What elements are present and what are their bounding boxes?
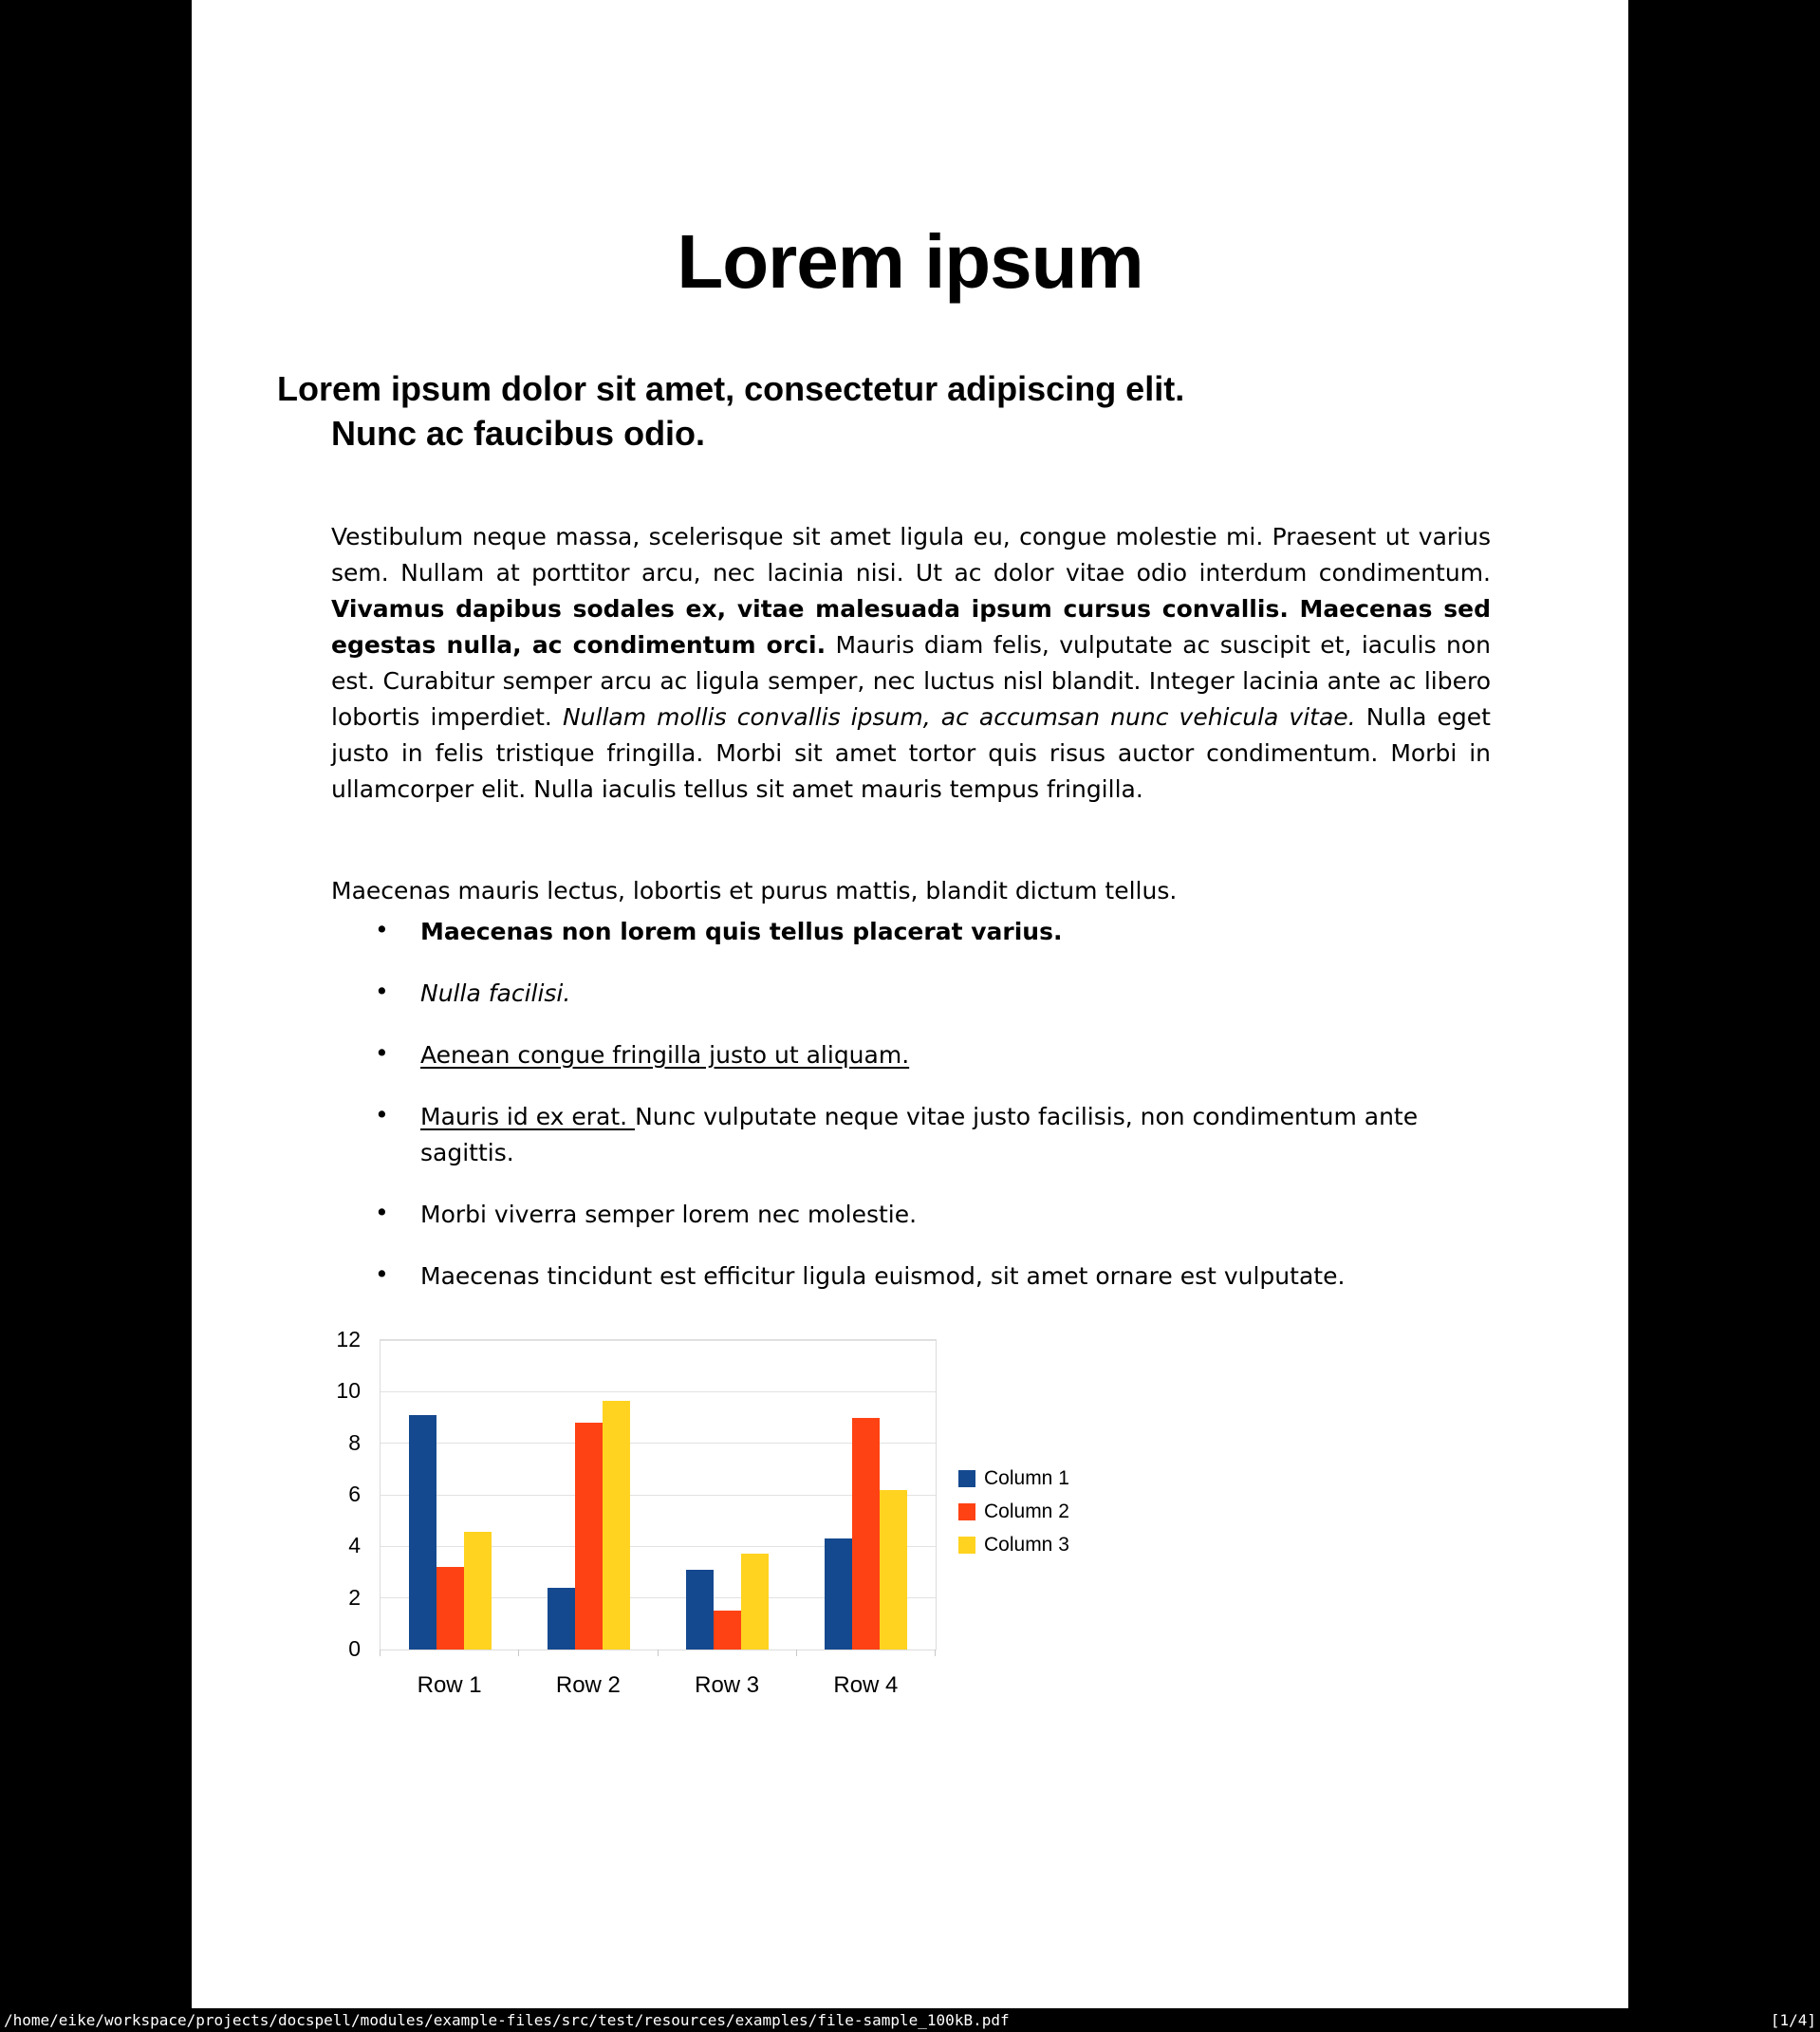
bullet-marker: • [375,1199,389,1226]
statusbar-page-indicator: [1/4] [1770,2011,1816,2029]
statusbar [0,2008,1820,2032]
legend-swatch-icon [958,1537,975,1554]
section-heading-line1: Lorem ipsum dolor sit amet, consectetur adipiscing elit. [277,368,1185,408]
paragraph-text: Nulla eget justo in felis tristique fringilla. Morbi sit amet tortor quis risus auctor condimentum. Morbi in ullamcorper elit. Nulla iaculis tellus sit amet mauris tempus fringilla. [331,703,1491,803]
list-item [331,976,1491,1012]
list-item-text: Morbi viverra semper lorem nec molestie. [420,1201,918,1228]
chart-x-tick-label: Row 4 [833,1672,899,1698]
bullet-marker: • [375,1260,389,1288]
document-title: Lorem ipsum [677,218,1143,304]
bar-column-1-row-1 [409,1415,436,1650]
bar-column-3-row-1 [464,1532,492,1650]
bar-column-3-row-3 [741,1554,769,1650]
paragraph-text: Mauris diam felis, vulputate ac suscipit et, iaculis non est. Curabitur semper arcu ac ligula semper, nec luctus nisl blandit. Integer lacinia ante ac libero lobortis imperdiet. [331,631,1491,731]
bar-column-1-row-2 [548,1588,575,1650]
bar-column-3-row-4 [880,1490,907,1650]
body-paragraph: Maecenas mauris lectus, lobortis et purus mattis, blandit dictum tellus. [331,877,1178,904]
list-item-text: Nulla facilisi. [420,979,571,1007]
chart-y-tick-label: 8 [348,1429,361,1455]
body-paragraph [331,519,1491,808]
legend-swatch-icon [958,1503,975,1520]
statusbar-file-path: /home/eike/workspace/projects/docspell/modules/example-files/src/test/resources/examples/file-sample_100kB.pdf [4,2011,1010,2029]
bullet-marker: • [375,916,389,943]
chart-gridline [381,1340,936,1341]
list-item-text-underlined: Mauris id ex erat. [420,1103,636,1130]
legend-label: Column 3 [984,1533,1069,1556]
bar-column-3-row-2 [603,1401,630,1650]
chart-axis-tick [380,1650,381,1656]
chart-y-tick-label: 4 [348,1533,361,1558]
paragraph-italic-text: Nullam mollis convallis ipsum, ac accumsan nunc vehicula vitae. [562,703,1356,731]
bar-column-2-row-4 [852,1418,880,1650]
bar-column-1-row-3 [686,1570,714,1650]
chart-y-tick-label: 0 [348,1636,361,1661]
bullet-marker: • [375,978,389,1005]
section-heading [277,366,1264,456]
chart-x-tick-label: Row 3 [695,1672,760,1698]
chart-y-tick-label: 6 [348,1482,361,1506]
chart-y-tick-label: 10 [336,1378,361,1404]
bar-column-2-row-2 [575,1423,603,1650]
list-item [331,1099,1491,1171]
chart-axis-tick [935,1650,936,1656]
list-item [331,914,1491,950]
bullet-marker: • [375,1101,389,1128]
legend-entry [958,1462,1069,1495]
paragraph-bold-text: Vivamus dapibus sodales ex, vitae malesuada ipsum cursus convallis. Maecenas sed egestas nulla, ac condimentum orci. [331,595,1491,659]
document-page[interactable] [192,0,1628,2008]
bar-column-2-row-1 [436,1567,464,1650]
legend-entry [958,1528,1069,1561]
legend-swatch-icon [958,1470,975,1487]
chart-y-tick-label: 2 [348,1584,361,1610]
chart-plot-area [380,1339,937,1650]
chart-axis-tick [796,1650,797,1656]
list-item [331,1258,1491,1295]
list-item [331,1037,1491,1073]
legend-label: Column 1 [984,1466,1069,1489]
chart-axis-tick [518,1650,519,1656]
list-item-text-underlined: Aenean congue fringilla justo ut aliquam. [420,1041,910,1069]
chart-legend [958,1462,1069,1561]
legend-label: Column 2 [984,1500,1069,1522]
chart-axis-tick [658,1650,659,1656]
bar-column-1-row-4 [825,1538,852,1650]
chart-gridline [381,1391,936,1392]
chart-y-tick-label: 12 [336,1327,361,1352]
list-item [331,1197,1491,1233]
list-item-text: Nunc vulputate neque vitae justo facilisis, non condimentum ante sagittis. [420,1103,1419,1166]
section-heading-line2: Nunc ac faucibus odio. [331,413,706,453]
bullet-list [331,914,1491,1320]
list-item-text: Maecenas non lorem quis tellus placerat varius. [420,918,1063,945]
chart-x-tick-label: Row 2 [555,1672,621,1698]
bar-column-2-row-3 [714,1611,741,1650]
legend-entry [958,1495,1069,1528]
list-item-text: Maecenas tincidunt est efficitur ligula euismod, sit amet ornare est vulputate. [420,1262,1346,1290]
bullet-marker: • [375,1039,389,1067]
paragraph-text: Vestibulum neque massa, scelerisque sit amet ligula eu, congue molestie mi. Praesent ut varius sem. Nullam at porttitor arcu, nec lacinia nisi. Ut ac dolor vitae odio interdum condimentum. [331,523,1491,587]
chart-x-tick-label: Row 1 [417,1672,482,1698]
